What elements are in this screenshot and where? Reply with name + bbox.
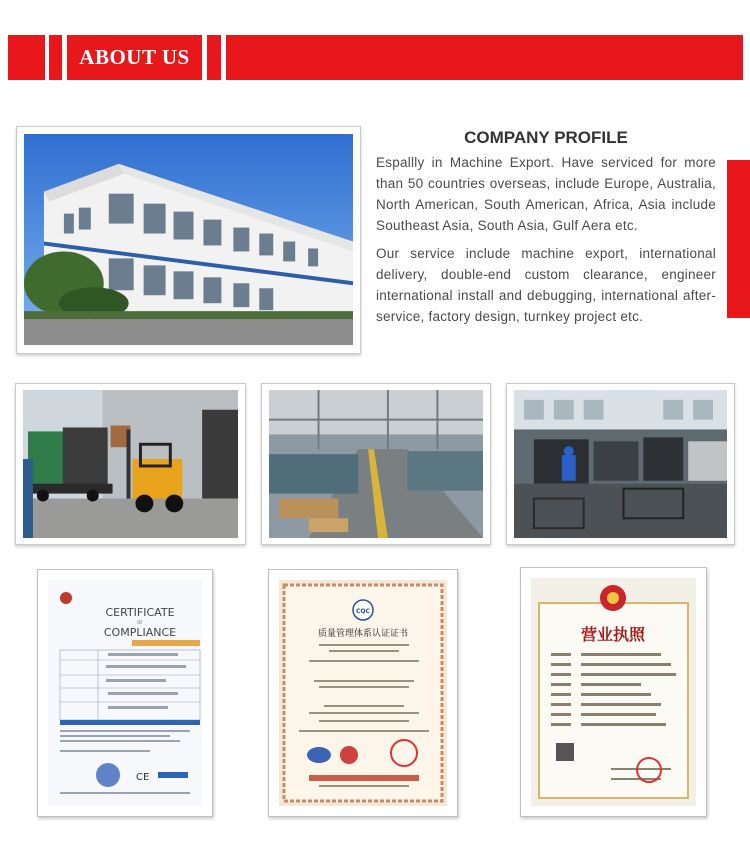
company-profile-title: COMPANY PROFILE bbox=[464, 128, 628, 147]
compliance-certificate-image bbox=[48, 580, 202, 806]
license-image bbox=[531, 578, 696, 806]
certificate-of-compliance bbox=[37, 569, 213, 817]
building-image bbox=[24, 134, 353, 345]
about-us-label: ABOUT US bbox=[79, 45, 190, 69]
profile-paragraph-2: Our service include machine export, international delivery, double-end custom clearance, engineer international install and debugging, international after-service, factory design, turnkey project etc. bbox=[376, 246, 716, 324]
banner-segment-small bbox=[49, 35, 62, 80]
compliance-title-1: CERTIFICATE bbox=[105, 606, 175, 619]
compliance-title-2: COMPLIANCE bbox=[103, 626, 177, 639]
workshop-image bbox=[269, 390, 483, 538]
forklift-image bbox=[23, 390, 238, 538]
side-accent-bar bbox=[727, 160, 750, 318]
banner-segment-right bbox=[226, 35, 743, 80]
banner-segment-left bbox=[8, 35, 45, 80]
profile-paragraph-1: Espallly in Machine Export. Have serviced for more than 50 countries overseas, include Europe, Australia, North American, South American, Africa, Asia include Southeast Asia, South Asia, Gulf Aera etc. bbox=[376, 155, 716, 233]
svg-text:CE: CE bbox=[136, 772, 150, 783]
cqc-logo-text: CQC bbox=[356, 608, 370, 615]
license-title: 营业执照 bbox=[580, 625, 646, 644]
cnc-image bbox=[514, 390, 727, 538]
about-us-heading bbox=[67, 35, 202, 80]
forklift-loading-photo bbox=[15, 383, 246, 545]
workshop-floor-photo bbox=[261, 383, 491, 545]
ccc-certificate-image bbox=[279, 580, 447, 806]
banner-segment-divider bbox=[207, 35, 221, 80]
ccc-title: 质量管理体系认证证书 bbox=[317, 629, 409, 639]
factory-building-photo bbox=[16, 126, 361, 354]
business-license bbox=[520, 567, 707, 817]
compliance-title-of: OF bbox=[137, 620, 143, 625]
quality-management-certificate bbox=[268, 569, 458, 817]
cnc-machines-photo bbox=[506, 383, 735, 545]
